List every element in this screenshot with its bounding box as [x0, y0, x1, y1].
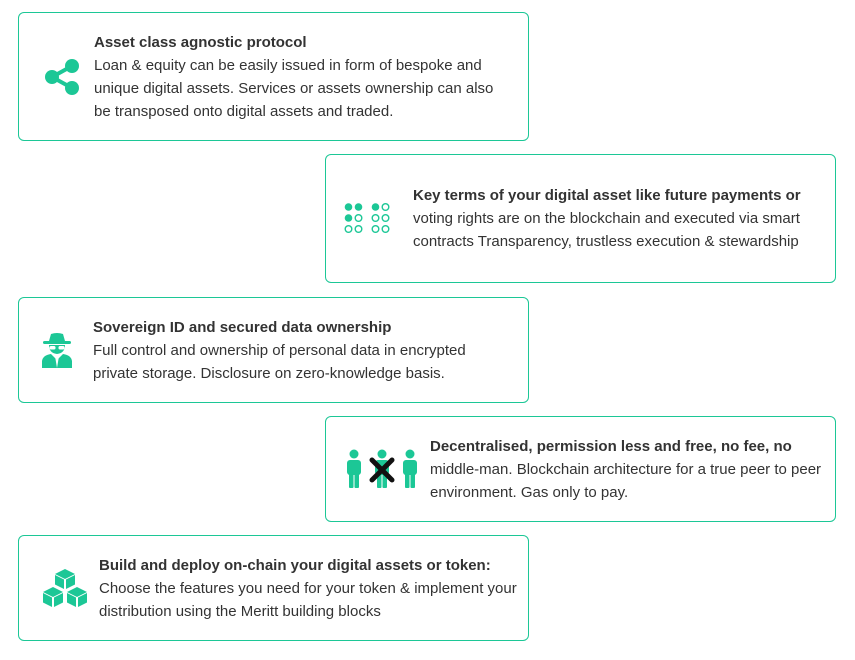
feature-description: Full control and ownership of personal data in encrypted private storage. Disclosure on zero-knowledge basis. [93, 341, 466, 382]
feature-description: Loan & equity can be easily issued in form of bespoke and unique digital assets. Services or assets ownership can also be transposed onto digital assets and traded. [94, 56, 494, 120]
feature-card-decentralised [325, 416, 836, 522]
feature-title: Build and deploy on-chain your digital assets or token: [99, 556, 491, 574]
feature-card-sovereign-id [18, 297, 529, 403]
cubes-icon [35, 568, 95, 608]
share-icon [34, 58, 90, 96]
feature-description: voting rights are on the blockchain and executed via smart contracts Transparency, trustless execution & stewardship [413, 210, 800, 250]
feature-card-key-terms [325, 154, 836, 283]
dot-grid-icon [341, 202, 397, 236]
feature-title: Asset class agnostic protocol [94, 33, 307, 51]
feature-title: Sovereign ID and secured data ownership [93, 318, 392, 336]
feature-card-build-deploy [18, 535, 529, 641]
feature-description: middle-man. Blockchain architecture for a true peer to peer environment. Gas only to pay. [430, 460, 822, 501]
no-middleman-icon [342, 449, 422, 489]
spy-icon [29, 331, 85, 369]
feature-title: Key terms of your digital asset like future payments or [413, 187, 801, 204]
feature-title: Decentralised, permission less and free, no fee, no [430, 437, 792, 455]
feature-description: Choose the features you need for your token & implement your distribution using the Meritt building blocks [99, 579, 517, 620]
feature-card-asset-class [18, 12, 529, 141]
